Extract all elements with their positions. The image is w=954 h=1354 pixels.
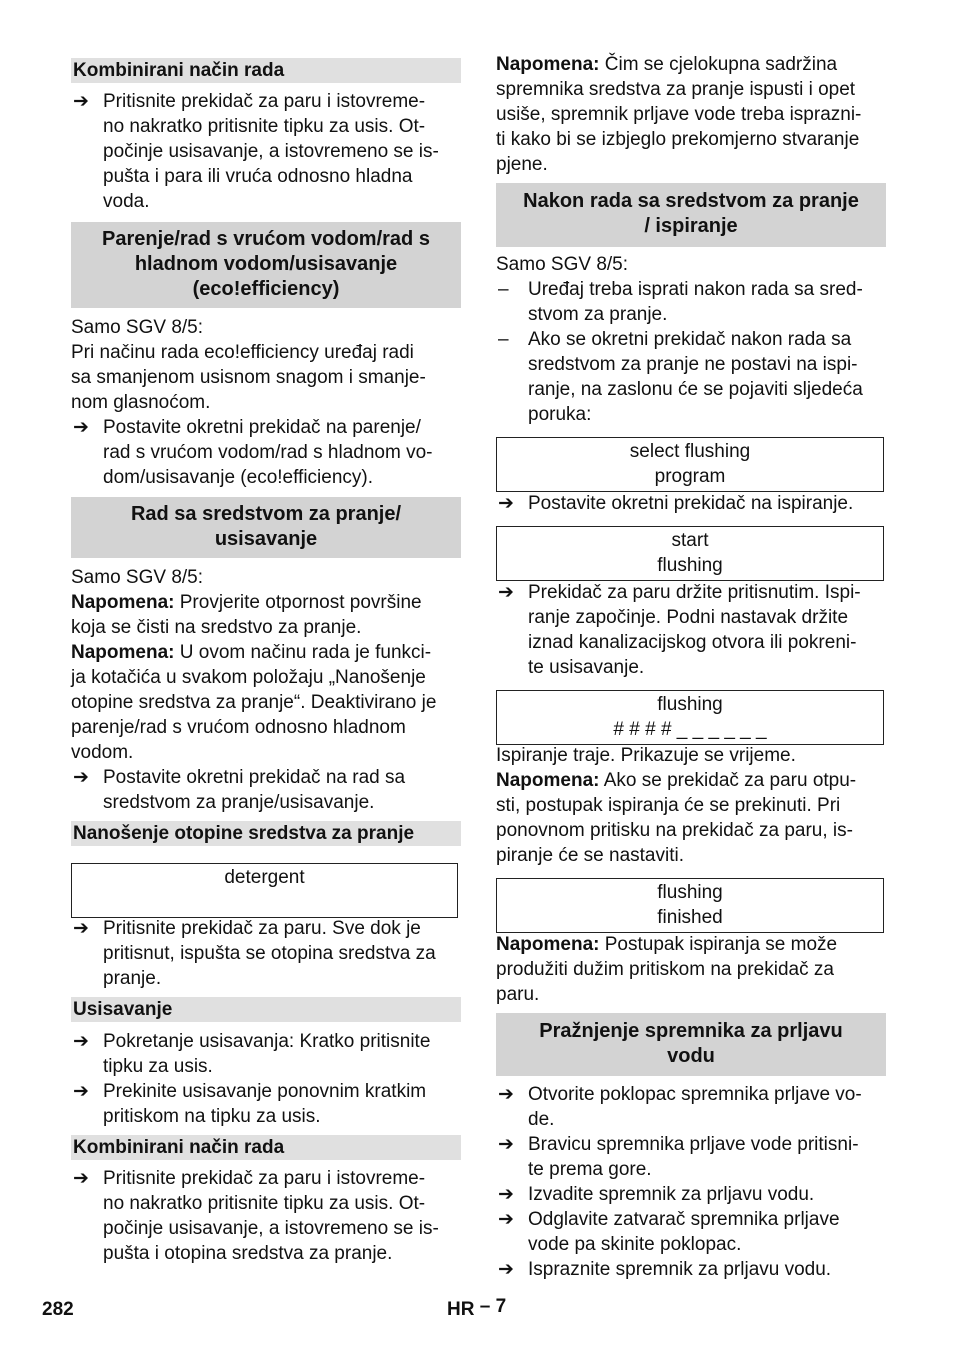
step-open-lid: ➔ Otvorite poklopac spremnika prljave vo- de. (496, 1082, 886, 1132)
dash-message-info: – Ako se okretni prekidač nakon rada sa sredstvom za pranje ne postavi na ispi- ranje, na zaslonu će se pojaviti sljedeća poruka: (496, 327, 886, 427)
section-heading-steam-eco: Parenje/rad s vrućom vodom/rad s hladnom vodom/usisavanje (eco!efficiency) (71, 222, 461, 308)
subheading-apply-detergent: Nanošenje otopine sredstva za pranje (71, 821, 461, 846)
step-hold-steam: ➔ Prekidač za paru držite pritisnutim. Ispi- ranje započinje. Podni nastavak držite iznad kanalizacijskog otvora ili pokreni- te usisavanje. (496, 580, 886, 680)
after-intro: Samo SGV 8/5: (496, 254, 629, 275)
display-detergent: detergent (71, 863, 458, 918)
step-press-latch: ➔ Bravicu spremnika prljave vode pritisni- te prema gore. (496, 1132, 886, 1182)
section-heading-after-detergent: Nakon rada sa sredstvom za pranje / ispiranje (496, 183, 886, 247)
section-heading-detergent: Rad sa sredstvom za pranje/ usisavanje (71, 497, 461, 558)
display-select-flushing: select flushing program (496, 437, 884, 492)
note-extend-rinse: Napomena: Postupak ispiranja se može produžiti dužim pritiskom na prekidač za paru. (496, 934, 838, 1005)
step-apply-detergent: ➔ Pritisnite prekidač za paru. Sve dok je pritisnut, ispušta se otopina sredstva za pranje. (71, 916, 461, 991)
step-combined-steam: ➔ Pritisnite prekidač za paru i istovreme- no nakratko pritisnite tipku za usis. Ot- počinje usisavanje, a istovremeno se is- pušta i para ili vruća odnosno hladna voda. (71, 89, 461, 214)
step-eco-switch: ➔ Postavite okretni prekidač na parenje/ rad s vrućom vodom/rad s hladnom vo- dom/usisavanje (eco!efficiency). (71, 415, 461, 490)
dash-rinse-required: – Uređaj treba isprati nakon rada sa sred- stvom za pranje. (496, 277, 886, 327)
step-set-rinse: ➔ Postavite okretni prekidač na ispiranje. (496, 491, 886, 516)
display-start-flushing: start flushing (496, 526, 884, 581)
page-label (447, 1297, 506, 1322)
step-unscrew-cap: ➔ Odglavite zatvarač spremnika prljave vode pa skinite poklopac. (496, 1207, 886, 1257)
step-suction-stop: ➔ Prekinite usisavanje ponovnim kratkim pritiskom na tipku za usis. (71, 1079, 461, 1129)
subheading-combined-mode: Kombinirani način rada (71, 58, 461, 83)
subheading-combined-mode-2: Kombinirani način rada (71, 1135, 461, 1160)
step-detergent-switch: ➔ Postavite okretni prekidač na rad sa sredstvom za pranje/usisavanje. (71, 765, 461, 815)
step-suction-start: ➔ Pokretanje usisavanja: Kratko pritisnite tipku za usis. (71, 1029, 461, 1079)
step-empty-tank: ➔ Ispraznite spremnik za prljavu vodu. (496, 1257, 886, 1282)
detergent-notes: Samo SGV 8/5: Napomena: Provjerite otpornost površine koja se čisti na sredstvo za pranje. Napomena: U ovom načinu rada je funkci- ja kotačića u svakom položaju „Nanošenje otopine sredstva za pranje“. Deaktivirano je parenje/rad s vrućom odnosno hladnom vodom. (71, 567, 437, 763)
step-remove-tank: ➔ Izvadite spremnik za prljavu vodu. (496, 1182, 886, 1207)
display-flushing-progress: flushing # # # # _ _ _ _ _ _ (496, 690, 884, 745)
note-foam: Napomena: Čim se cjelokupna sadržina spremnika sredstva za pranje ispusti i opet usiše, spremnik prljave vode treba isprazni- ti kako bi se izbjeglo prekomjerno stvaranje pjene. (496, 54, 862, 175)
flush-notes: Ispiranje traje. Prikazuje se vrijeme. Napomena: Ako se prekidač za paru otpu- sti, postupak ispiranja će se prekinuti. Pri ponovnom pritisku na prekidač za paru, is- piranje će se nastaviti. (496, 745, 857, 866)
language-code: HR (447, 1299, 475, 1320)
display-flushing-finished: flushing finished (496, 878, 884, 933)
section-heading-empty-tank: Pražnjenje spremnika za prljavu vodu (496, 1013, 886, 1076)
subheading-suction: Usisavanje (71, 997, 461, 1022)
page-number: 282 (42, 1299, 74, 1320)
eco-intro: Samo SGV 8/5: Pri načinu rada eco!efficiency uređaj radi sa smanjenom usisnom snagom i smanje- nom glasnoćom. (71, 317, 426, 413)
page-index: – 7 (479, 1296, 507, 1317)
step-combined-detergent: ➔ Pritisnite prekidač za paru i istovreme- no nakratko pritisnite tipku za usis. Ot- počinje usisavanje, a istovremeno se is- pušta i otopina sredstva za pranje. (71, 1166, 461, 1266)
